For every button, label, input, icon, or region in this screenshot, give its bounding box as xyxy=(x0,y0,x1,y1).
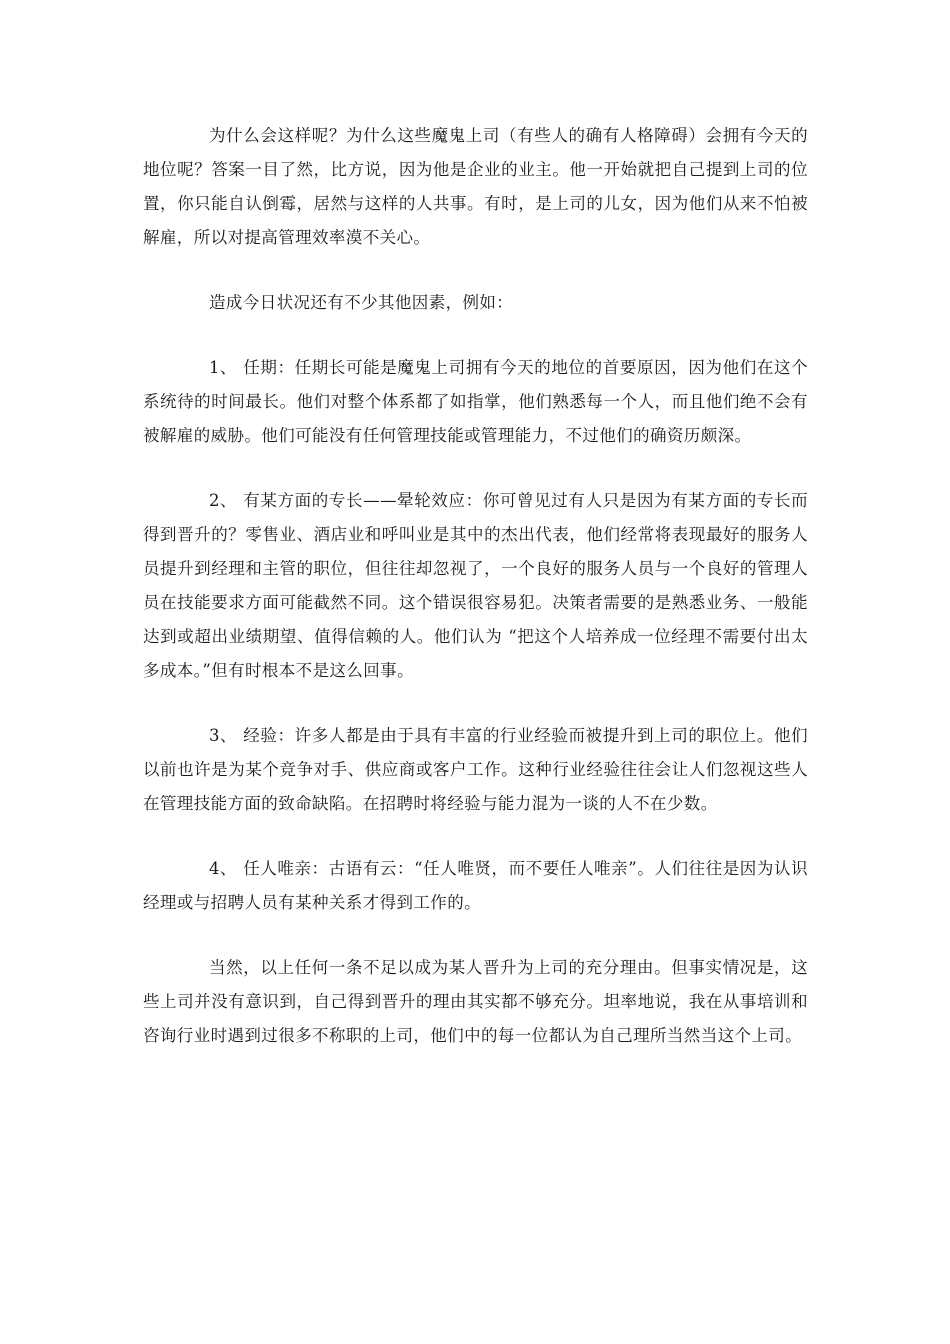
paragraph-conclusion xyxy=(143,951,808,1053)
paragraph-text: 经验：许多人都是由于具有丰富的行业经验而被提升到上司的职位上。他们以前也许是为某个竞争对手、供应商或客户工作。这种行业经验往往会让人们忽视这些人在管理技能方面的致命缺陷。在招聘时将经验与能力混为一谈的人不在少数。 xyxy=(143,726,808,813)
list-item-halo-effect xyxy=(143,484,808,688)
paragraph-gap xyxy=(143,821,808,852)
list-item-number: 3、 xyxy=(209,726,237,745)
list-item-number: 4、 xyxy=(209,859,237,878)
list-item-experience xyxy=(143,719,808,821)
list-item-number: 1、 xyxy=(209,358,237,377)
list-item-tenure xyxy=(143,351,808,453)
paragraph-gap xyxy=(143,920,808,951)
paragraph-why-bad-bosses xyxy=(143,119,808,255)
document-body xyxy=(143,119,808,1053)
paragraph-text: 任期：任期长可能是魔鬼上司拥有今天的地位的首要原因，因为他们在这个系统待的时间最长。他们对整个体系都了如指掌，他们熟悉每一个人，而且他们绝不会有被解雇的威胁。他们可能没有任何管理技能或管理能力，不过他们的确资历颇深。 xyxy=(143,358,808,445)
list-item-number: 2、 xyxy=(209,491,237,510)
paragraph-gap xyxy=(143,255,808,286)
paragraph-text: 任人唯亲：古语有云：“任人唯贤，而不要任人唯亲”。人们往往是因为认识经理或与招聘人员有某种关系才得到工作的。 xyxy=(143,859,808,912)
paragraph-gap xyxy=(143,688,808,719)
paragraph-text: 造成今日状况还有不少其他因素，例如： xyxy=(209,293,514,312)
list-item-nepotism xyxy=(143,852,808,920)
paragraph-other-factors-intro xyxy=(143,286,808,320)
paragraph-gap xyxy=(143,320,808,351)
paragraph-text: 为什么会这样呢？为什么这些魔鬼上司（有些人的确有人格障碍）会拥有今天的地位呢？答案一目了然，比方说，因为他是企业的业主。他一开始就把自己提到上司的位置，你只能自认倒霉，居然与这样的人共事。有时，是上司的儿女，因为他们从来不怕被解雇，所以对提高管理效率漠不关心。 xyxy=(143,126,808,247)
paragraph-text: 当然，以上任何一条不足以成为某人晋升为上司的充分理由。但事实情况是，这些上司并没有意识到，自己得到晋升的理由其实都不够充分。坦率地说，我在从事培训和咨询行业时遇到过很多不称职的上司，他们中的每一位都认为自己理所当然当这个上司。 xyxy=(143,958,808,1045)
paragraph-text: 有某方面的专长——晕轮效应：你可曾见过有人只是因为有某方面的专长而得到晋升的？零售业、酒店业和呼叫业是其中的杰出代表，他们经常将表现最好的服务人员提升到经理和主管的职位，但往往却忽视了，一个良好的服务人员与一个良好的管理人员在技能要求方面可能截然不同。这个错误很容易犯。决策者需要的是熟悉业务、一般能达到或超出业绩期望、值得信赖的人。他们认为 “把这个人培养成一位经理不需要付出太多成本。”但有时根本不是这么回事。 xyxy=(143,491,808,680)
paragraph-gap xyxy=(143,453,808,484)
